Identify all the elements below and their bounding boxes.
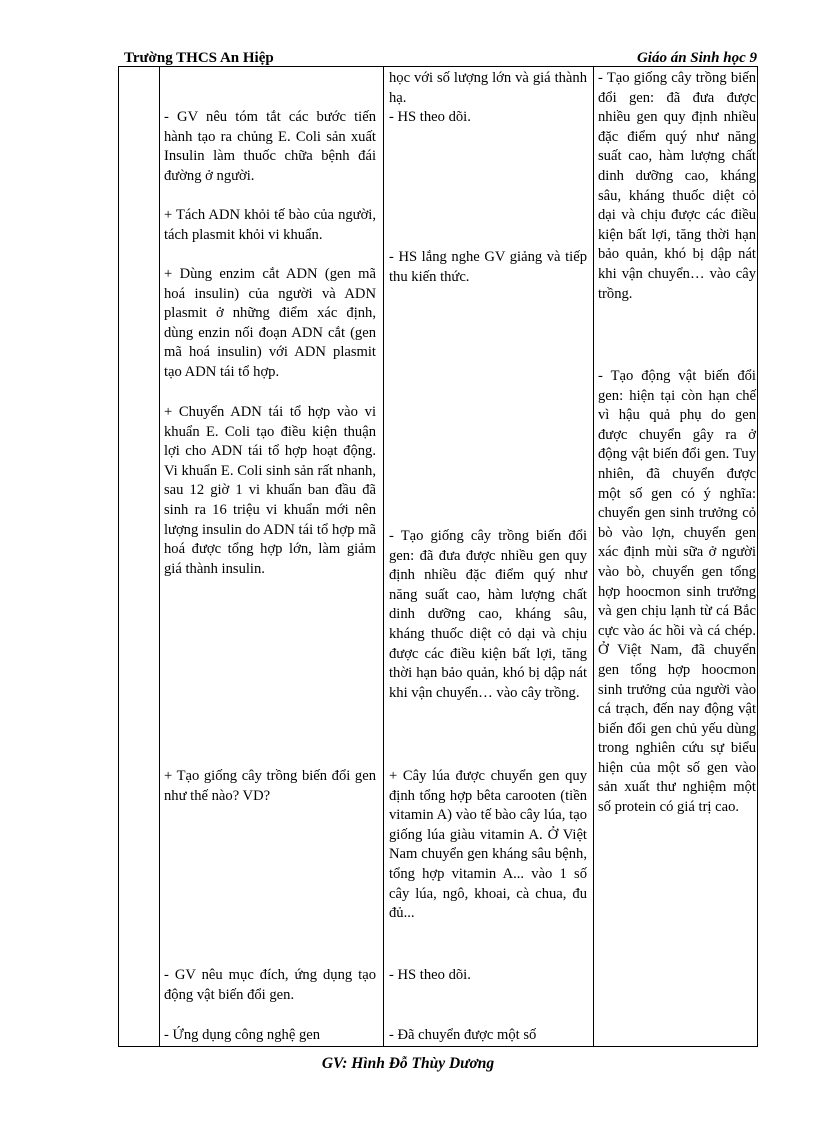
teacher-activity-6: - GV nêu mục đích, ứng dụng tạo động vật biến đổi gen. — [164, 967, 376, 1003]
student-activity-1: học với số lượng lớn và giá thành hạ. — [389, 70, 587, 106]
teacher-activity-3: + Dùng enzim cắt ADN (gen mã hoá insulin) của người và ADN plasmit ở những điểm xác định, dùng enzin nối đoạn ADN cắt (gen mã hoá insulin) với ADN plasmit tạo ADN tái tổ hợp. — [164, 266, 376, 380]
teacher-activity-4: + Chuyển ADN tái tổ hợp vào vi khuẩn E. Coli tạo điều kiện thuận lợi cho ADN tái tổ hợp hoạt động. Vi khuẩn E. Coli sinh sản rất nhanh, sau 12 giờ 1 vi khuẩn ban đầu đã sinh ra 16 triệu vi khuẩn mới nên lượng insulin do ADN tái tổ hợp mã hoá được tổng hợp lớn, làm giảm giá thành insulin. — [164, 404, 376, 577]
student-activity-7: - Đã chuyển được một số — [389, 1027, 537, 1043]
school-name: Trường THCS An Hiệp — [124, 50, 274, 66]
teacher-signature: GV: Hình Đỗ Thùy Dương — [321, 1055, 495, 1072]
teacher-activity-2: + Tách ADN khỏi tế bào của người, tách plasmit khỏi vi khuẩn. — [164, 207, 376, 243]
teacher-activity-1: - GV nêu tóm tắt các bước tiến hành tạo ra chủng E. Coli sản xuất Insulin làm thuốc chữa bệnh đái đường ở người. — [164, 109, 376, 184]
student-activity-5: + Cây lúa được chuyển gen quy định tổng hợp bêta carooten (tiền vitamin A) vào tế bào cây lúa, tạo giống lúa giàu vitamin A. Ở Việt Nam chuyển gen kháng sâu bệnh, tổng hợp vitamin A... vào 1 số cây lúa, ngô, khoai, cà chua, đu đủ... — [389, 768, 587, 922]
student-activity-6: - HS theo dõi. — [389, 967, 471, 983]
student-activity-4: - Tạo giống cây trồng biến đổi gen: đã đưa được nhiều gen quy định nhiều đặc điểm quý như năng suất cao, hàm lượng chất dinh dưỡng cao, kháng sâu, kháng thuốc diệt cỏ dại và chịu được các điều kiện bất lợi, tăng thời hạn bảo quản, khó bị dập nát khi vận chuyển… vào cây trồng. — [389, 528, 587, 701]
student-activity-3: - HS lắng nghe GV giảng và tiếp thu kiến thức. — [389, 249, 587, 285]
subject-title: Giáo án Sinh học 9 — [636, 50, 757, 66]
table-divider-3 — [593, 67, 594, 1047]
student-activity-2: - HS theo dõi. — [389, 109, 471, 125]
content-plants: - Tạo giống cây trồng biến đổi gen: đã đưa được nhiều gen quy định nhiều đặc điểm quý như năng suất cao, hàm lượng chất dinh dưỡng cao, kháng sâu, kháng thuốc diệt cỏ dại và chịu được các điều kiện bất lợi, tăng thời hạn bảo quản, khó bị dập nát khi vận chuyển… vào cây trồng. — [598, 70, 756, 302]
table-divider-2 — [383, 67, 384, 1047]
content-animals: - Tạo động vật biến đổi gen: hiện tại còn hạn chế vì hậu quả phụ do gen được chuyển gây ra ở động vật biến đổi gen. Tuy nhiên, đã chuyển được một số gen có ý nghĩa: chuyển gen sinh trưởng cỏ bò vào lợn, chuyển gen xác định mùi sữa ở người vào bò, chuyển gen tổng hợp hoocmon sinh trưởng và gen chịu lạnh từ cá Bắc cực vào ác hồi và cá chép. Ở Việt Nam, đã chuyển gen tổng hợp hoocmon sinh trưởng của người vào cá trạch, đến nay động vật biến đổi gen chủ yếu dùng trong nghiên cứu sự biểu hiện của một số gen vào sản xuất thư nghiệm một số protein có giá trị cao. — [598, 368, 756, 816]
teacher-activity-7: - Ứng dụng công nghệ gen — [164, 1027, 321, 1043]
table-divider-1 — [159, 67, 160, 1047]
teacher-activity-5: + Tạo giống cây trồng biến đổi gen như thế nào? VD? — [164, 768, 376, 804]
